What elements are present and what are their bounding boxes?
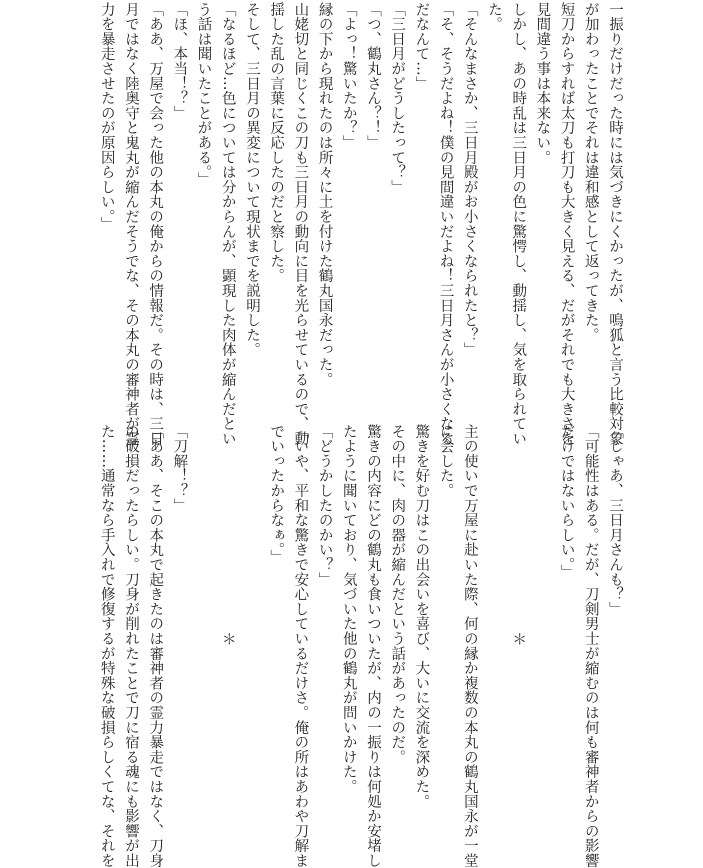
text-line: 月ではなく陸奥守と鬼丸が縮んだそうでな、その本丸の審神者が霊: [122, 2, 139, 446]
text-line: 「可能性はある。だが、刀剣男士が縮むのは何も審神者からの影響: [582, 424, 599, 868]
text-line: 驚きを好む刀はこの出会いを喜び、大いに交流を深めた。: [413, 424, 430, 809]
text-line: だけではないらしい。」: [558, 424, 575, 580]
text-line: 「いや、平和な驚きで安心しているだけさ。俺の所はあわや刀解ま: [292, 424, 309, 868]
text-line: に会した。: [437, 424, 454, 498]
blank-line: [240, 424, 264, 854]
text-line: 力を暴走させたのが原因らしい。」: [98, 2, 115, 232]
blank-line: [530, 424, 554, 854]
text-line: 「そんなまさか、三日月殿がお小さくなられたと？」: [461, 2, 478, 358]
text-line: 見間違う事は本来ない。: [534, 2, 551, 165]
text-line: だなんて…」: [413, 2, 430, 91]
text-line: 短刀からすれば太刀も打刀も大きく見える、だがそれでも大きさを: [558, 2, 575, 446]
text-line: 「ああ、万屋で会った他の本丸の俺からの情報だ。その時は、三日: [147, 2, 164, 446]
text-line: 揺した乱の言葉に反応したのだと察した。: [268, 2, 285, 284]
blank-line: [191, 424, 215, 854]
text-line: 「よっ！驚いたか？」: [340, 2, 357, 150]
text-line: でいったからなぁ。」: [268, 424, 285, 565]
text-line: う話は聞いたことがある。」: [195, 2, 212, 188]
text-line: 主の使いで万屋に赴いた際、何の縁か複数の本丸の鶴丸国永が一堂: [461, 424, 478, 868]
text-line: が加わったことでそれは違和感として返ってきた。: [582, 2, 599, 343]
text-line: 「三日月がどうしたって？」: [389, 2, 406, 195]
text-line: 「なるほど…色については分からんが、顕現した肉体が縮んだとい: [219, 2, 236, 446]
text-line: の破損だったらしい。刀身が削れたことで刀に宿る魂にも影響が出: [123, 424, 139, 868]
text-line: 一振りだけだった時には気づきにくかったが、鳴狐と言う比較対象: [607, 2, 623, 446]
text-line: 縁の下から現れたのは所々に土を付けた鶴丸国永だった。: [316, 2, 333, 387]
section-break-asterisk: ＊: [219, 631, 236, 647]
text-line: 「そ、そうだよね！僕の見間違いだよね！三日月さんが小さくなる: [437, 2, 454, 446]
text-line: 「ほ、本当！？」: [171, 2, 188, 121]
text-line: 「どうかしたのかい？」: [316, 424, 333, 587]
text-line: 驚きの内容にどの鶴丸も食いついたが、内の一振りは何処か安堵し: [365, 424, 381, 868]
text-line: 「じゃあ、三日月さんも？」: [607, 424, 623, 617]
text-line: 「つ、鶴丸さん？！」: [364, 2, 381, 150]
text-line: 「刀解！？」: [171, 424, 188, 513]
text-line: その中に、肉の器が縮んだという話があったのだ。: [389, 424, 406, 765]
text-line: たように聞いており、気づいた他の鶴丸が問いかけた。: [340, 424, 357, 794]
bottom-text-block: [0, 424, 627, 868]
text-line: そして、三日月の異変について現状までを説明した。: [243, 2, 260, 358]
text-line: た……通常なら手入れで修復するが特殊な破損らしくてな、それを: [98, 424, 115, 868]
text-line: 山姥切と同じくこの刀も三日月の動向に目を光らせているので、動: [292, 2, 309, 446]
top-text-block: [0, 2, 627, 446]
text-line: 「ああ、そこの本丸で起きたのは審神者の霊力暴走ではなく、刀身: [147, 424, 164, 868]
text-line: しかし、あの時乱は三日月の色に驚愕し、動揺し、気を取られてい: [510, 2, 527, 446]
section-break-asterisk: ＊: [510, 631, 527, 647]
text-line: た。: [485, 2, 502, 32]
blank-line: [482, 424, 506, 854]
